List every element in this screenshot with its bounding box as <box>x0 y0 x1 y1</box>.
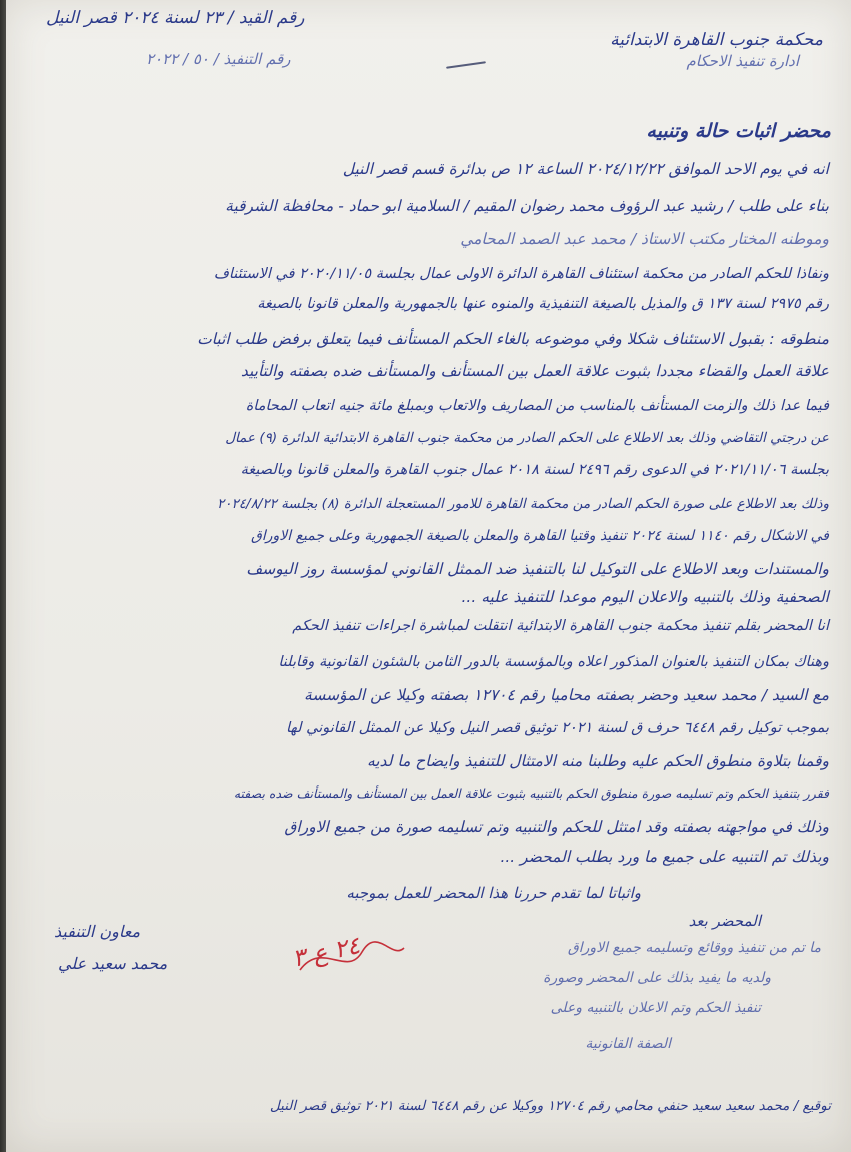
case-registry-number: رقم القيد / ٢٣ لسنة ٢٠٢٤ قصر النيل <box>46 8 305 28</box>
execution-number: رقم التنفيذ / ٥٠ / ٢٠٢٢ <box>146 50 291 68</box>
body-line: وموطنه المختار مكتب الاستاذ / محمد عبد الصمد المحامي <box>460 230 829 248</box>
body-line: الصحفية وذلك بالتنبيه والاعلان اليوم موعدا للتنفيذ عليه ... <box>461 588 829 606</box>
body-line: بموجب توكيل رقم ٦٤٤٨ حرف ق لسنة ٢٠٢١ توثيق قصر النيل وكيلا عن الممثل القانوني لها <box>286 720 829 736</box>
body-line: ونفاذا للحكم الصادر من محكمة استئناف القاهرة الدائرة الاولى عمال بجلسة ٢٠٢٠/١١/٠٥ في الاستئناف <box>213 266 829 282</box>
body-line: رقم ٢٩٧٥ لسنة ١٣٧ ق والمذيل بالصيغة التنفيذية والمنوه عنها بالجمهورية والمعلن قانونا بالصيغة <box>257 296 829 312</box>
assistant-name: محمد سعيد علي <box>58 954 168 973</box>
bailiff-note-line: تنفيذ الحكم وتم الاعلان بالتنبيه وعلى <box>550 1000 761 1016</box>
red-signature-scribble <box>289 930 412 990</box>
body-line: مع السيد / محمد سعيد وحضر بصفته محاميا رقم ١٢٧٠٤ بصفته وكيلا عن المؤسسة <box>304 686 829 704</box>
court-name: محكمة جنوب القاهرة الابتدائية <box>610 30 823 50</box>
body-line: منطوقه : بقبول الاستئناف شكلا وفي موضوعه بالغاء الحكم المستأنف فيما يتعلق برفض طلب اثبات <box>197 330 829 348</box>
body-line: بجلسة ٢٠٢١/١١/٠٦ في الدعوى رقم ٢٤٩٦ لسنة ٢٠١٨ عمال جنوب القاهرة والمعلن قانونا وبالصيغة <box>240 462 829 478</box>
body-line: علاقة العمل والقضاء مجددا بثبوت علاقة العمل بين المستأنف والمستأنف ضده بصفته والتأييد <box>240 362 829 380</box>
body-line: فقرر بتنفيذ الحكم وتم تسليمه صورة منطوق الحكم بالتنبيه بثبوت علاقة العمل بين المستأنف والمستأنف ضده بصفته <box>233 786 829 801</box>
body-line: انا المحضر بقلم تنفيذ محكمة جنوب القاهرة الابتدائية انتقلت لمباشرة اجراءات تنفيذ الحكم <box>292 618 829 634</box>
bailiff-note-line: الصفة القانونية <box>585 1036 671 1052</box>
handwritten-document-page <box>6 0 851 1152</box>
bailiff-note-line: ولديه ما يفيد بذلك على المحضر وصورة <box>543 970 771 986</box>
body-line: وهناك بمكان التنفيذ بالعنوان المذكور اعلاه وبالمؤسسة بالدور الثامن بالشئون القانونية وقابلنا <box>278 654 829 670</box>
red-signature-mark: ٢٤ ع ٣ <box>289 931 363 973</box>
pen-stroke-mark <box>446 61 486 69</box>
body-line: في الاشكال رقم ١١٤٠ لسنة ٢٠٢٤ تنفيذ وقتيا القاهرة والمعلن بالصيغة الجمهورية وعلى جميع الاوراق <box>251 528 829 544</box>
bailiff-label: المحضر بعد <box>688 912 761 930</box>
footer-signature-line: توقيع / محمد سعيد سعيد حنفي محامي رقم ١٢٧٠٤ ووكيلا عن رقم ٦٤٤٨ لسنة ٢٠٢١ توثيق قصر النيل <box>269 1098 831 1114</box>
body-line: وذلك بعد الاطلاع على صورة الحكم الصادر من محكمة القاهرة للامور المستعجلة الدائرة (٨) بجلسة ٢٠٢٤/٨/٢٢ <box>217 496 829 512</box>
body-line: وبذلك تم التنبيه على جميع ما ورد بطلب المحضر ... <box>500 848 829 866</box>
department-name: ادارة تنفيذ الاحكام <box>686 52 799 70</box>
assistant-label: معاون التنفيذ <box>54 922 141 941</box>
body-line: وذلك في مواجهته بصفته وقد امتثل للحكم والتنبيه وتم تسليمه صورة من جميع الاوراق <box>284 818 829 836</box>
closing-statement: واثباتا لما تقدم حررنا هذا المحضر للعمل بموجبه <box>346 884 641 902</box>
body-line: عن درجتي التقاضي وذلك بعد الاطلاع على الحكم الصادر من محكمة جنوب القاهرة الابتدائية الدائرة (٩) عمال <box>225 430 829 446</box>
document-title: محضر اثبات حالة وتنبيه <box>646 120 831 142</box>
body-line: وقمنا بتلاوة منطوق الحكم عليه وطلبنا منه الامتثال للتنفيذ وايضاح ما لديه <box>366 752 829 770</box>
body-line: بناء على طلب / رشيد عبد الرؤوف محمد رضوان المقيم / السلامية ابو حماد - محافظة الشرقية <box>225 197 829 215</box>
body-line: انه في يوم الاحد الموافق ٢٠٢٤/١٢/٢٢ الساعة ١٢ ص بدائرة قسم قصر النيل <box>342 160 829 178</box>
body-line: فيما عدا ذلك والزمت المستأنف بالمناسب من المصاريف والاتعاب وبمبلغ مائة جنيه اتعاب المحاماة <box>245 398 829 414</box>
bailiff-note-line: ما تم من تنفيذ ووقائع وتسليمه جميع الاوراق <box>567 940 821 956</box>
body-line: والمستندات وبعد الاطلاع على التوكيل لنا بالتنفيذ ضد الممثل القانوني لمؤسسة روز اليوسف <box>246 560 829 578</box>
